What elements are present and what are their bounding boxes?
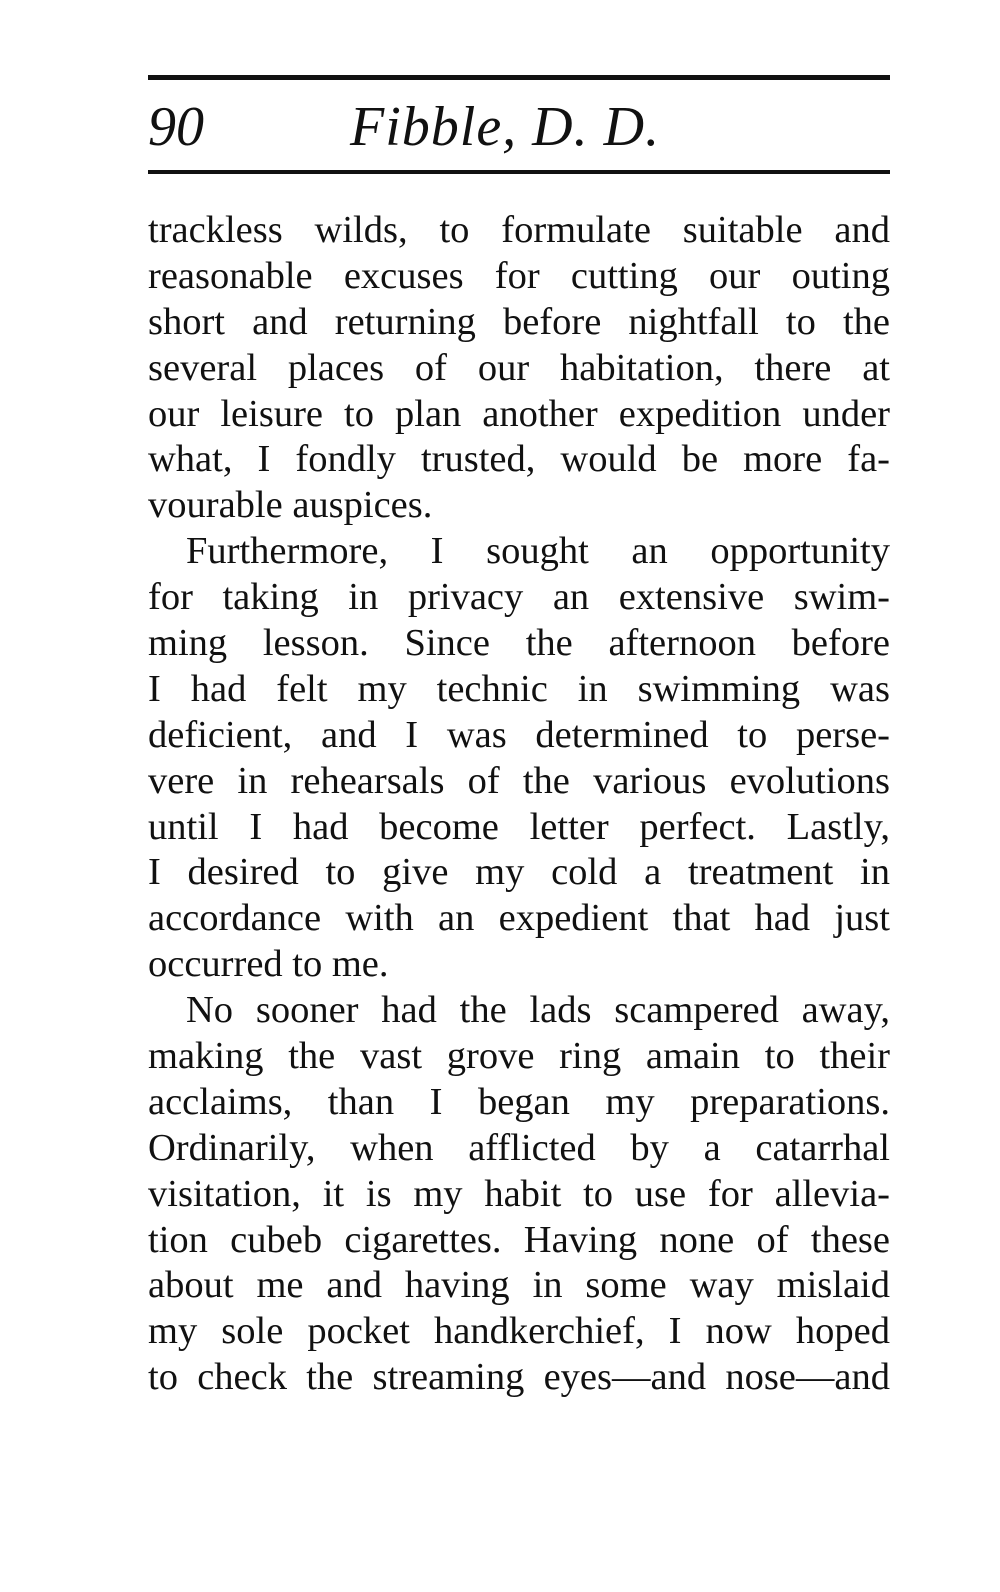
text-line: vourable auspices.: [148, 484, 433, 527]
header-bottom-rule: [148, 170, 890, 174]
text-line: deficient, and I was determined to perse-: [148, 713, 890, 756]
text-line: I desired to give my cold a treatment in: [148, 851, 890, 894]
paragraph-3: [148, 988, 890, 1401]
running-title: Fibble, D. D.: [350, 96, 661, 158]
paragraph-2: [148, 529, 890, 988]
text-line: acclaims, than I began my preparations.: [148, 1080, 890, 1123]
body-text: [148, 208, 890, 1401]
text-line: accordance with an expedient that had just: [148, 897, 890, 940]
text-line: reasonable excuses for cutting our outing: [148, 254, 890, 297]
text-line: Furthermore, I sought an opportunity: [186, 530, 890, 573]
text-line: several places of our habitation, there at: [148, 346, 890, 389]
header-top-rule: [148, 75, 890, 80]
text-line: trackless wilds, to formulate suitable and: [148, 209, 890, 251]
text-line: ming lesson. Since the afternoon before: [148, 622, 890, 665]
text-line: about me and having in some way mislaid: [148, 1264, 890, 1307]
text-line: vere in rehearsals of the various evolutions: [148, 759, 890, 802]
running-head: [148, 92, 890, 162]
text-line: Ordinarily, when afflicted by a catarrhal: [148, 1126, 890, 1169]
text-line: tion cubeb cigarettes. Having none of these: [148, 1218, 890, 1261]
text-line: short and returning before nightfall to the: [148, 300, 890, 343]
text-line: to check the streaming eyes—and nose—and: [148, 1356, 890, 1399]
text-line: my sole pocket handkerchief, I now hoped: [148, 1310, 890, 1353]
paragraph-1: [148, 208, 890, 529]
text-line: occurred to me.: [148, 943, 389, 986]
text-line: what, I fondly trusted, would be more fa-: [148, 438, 890, 481]
text-line: visitation, it is my habit to use for allevia-: [148, 1172, 890, 1215]
text-line: No sooner had the lads scampered away,: [186, 989, 890, 1032]
text-line: for taking in privacy an extensive swim-: [148, 576, 890, 619]
text-line: I had felt my technic in swimming was: [148, 667, 890, 710]
text-line: our leisure to plan another expedition under: [148, 392, 890, 435]
page-number: 90: [148, 96, 204, 158]
text-line: making the vast grove ring amain to their: [148, 1035, 890, 1078]
text-line: until I had become letter perfect. Lastly,: [148, 805, 890, 848]
